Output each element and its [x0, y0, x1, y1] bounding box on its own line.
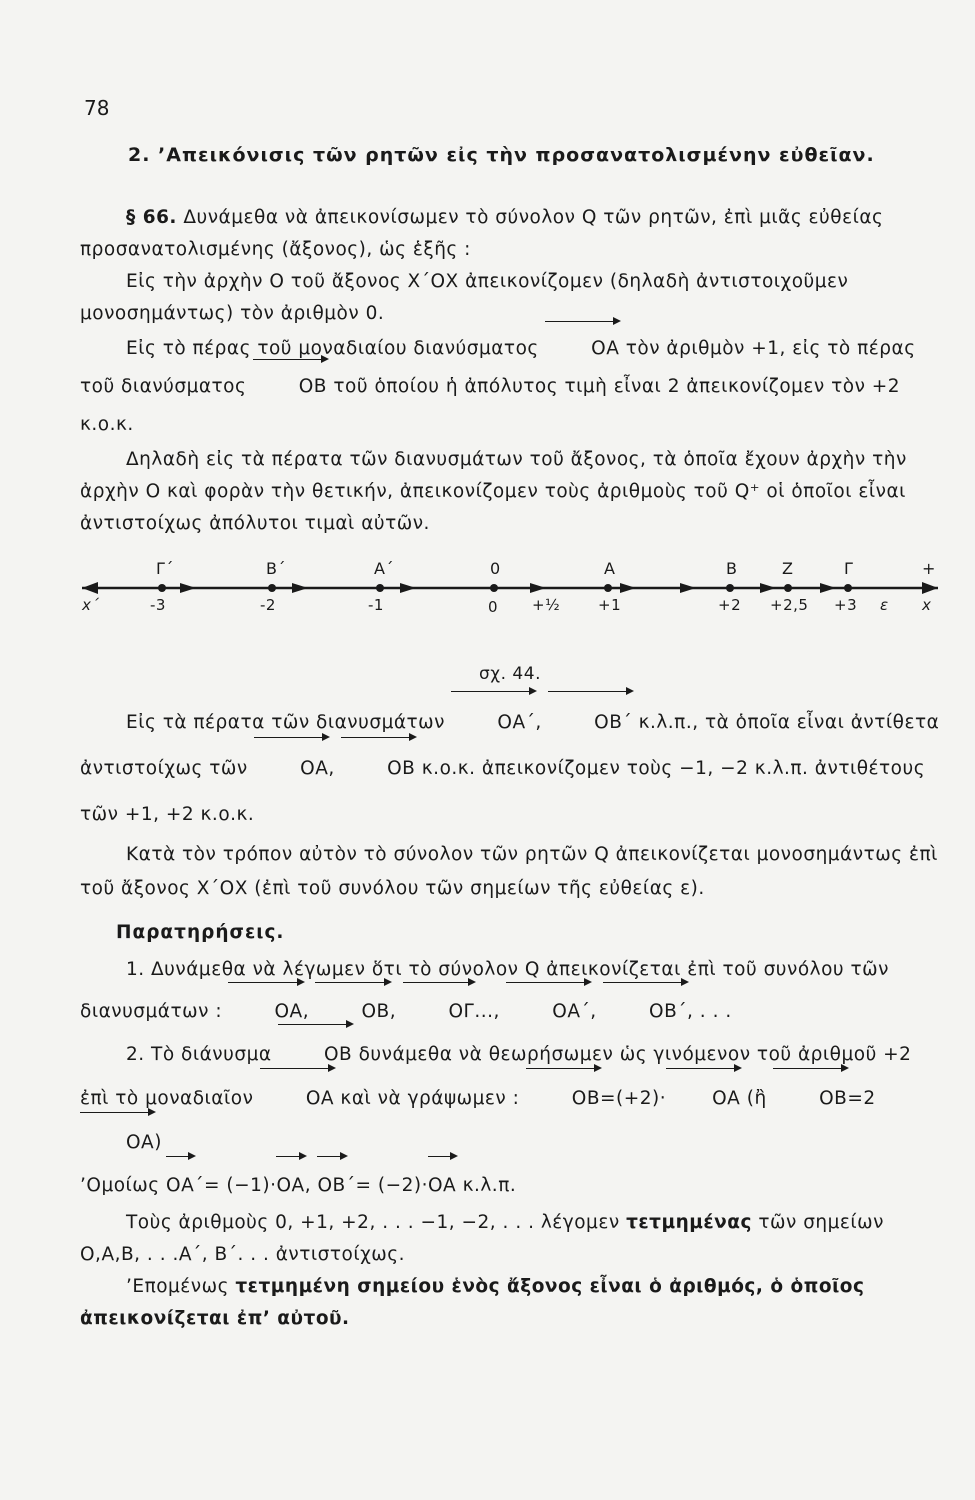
vector-OA: ΟΑ [666, 1077, 740, 1121]
vector-OB: ΟΒ [526, 1077, 600, 1121]
axis-top-label: Α [604, 559, 616, 578]
paragraph-definition: ’Επομένως τετμημένη σημείου ἑνὸς ἄξονος εἶναι ὁ ἀριθμός, ὁ ὁποῖος ἀπεικονίζεται ἐπ’ αὐτοῦ. [80, 1276, 865, 1329]
axis-top-label: Γ [844, 559, 854, 578]
axis-bottom-label: +½ [532, 596, 561, 614]
paragraph-unit-vector: Εἰς τὸ πέρας τοῦ μοναδιαίου διανύσματος ΟΑ τὸν ἀριθμὸν +1, εἰς τὸ πέρας τοῦ διανύσματος ΟΒ τοῦ ὁποίου ἡ ἀπόλυτος τιμὴ εἶναι 2 ἀπεικονίζομεν τὸν +2 κ.ο.κ. [80, 330, 940, 444]
page-body [80, 144, 940, 1335]
axis-top-label: Γ΄ [156, 559, 174, 578]
axis-bottom-label: -2 [260, 596, 276, 614]
axis-bottom-label: -1 [368, 596, 384, 614]
vector-OB: ΟΒ [278, 1033, 352, 1077]
axis-top-label: + [922, 559, 936, 578]
axis-bottom-label: -3 [150, 596, 166, 614]
vector-OB: ΟΒ [341, 746, 415, 792]
page-number: 78 [84, 96, 110, 120]
point-marker [158, 584, 166, 592]
vector-OB: ΟΒ [253, 368, 327, 406]
vector-OA: ΟΑ [80, 1121, 154, 1165]
right-arrow-icon [922, 582, 938, 594]
point-marker [726, 584, 734, 592]
paragraph-66 [80, 202, 940, 266]
figure-caption: σχ. 44. [479, 664, 541, 684]
point-marker [376, 584, 384, 592]
axis-bottom-label: +3 [834, 596, 858, 614]
paragraph-number: § 66. [126, 207, 177, 228]
axis-bottom-label: 0 [488, 598, 499, 616]
vector-OG: ΟΓ [403, 991, 475, 1033]
segment-arrow-icon [760, 583, 776, 593]
axis-bottom-label: x [922, 596, 932, 614]
segment-arrow-icon [400, 583, 416, 593]
segment-arrow-icon [292, 583, 308, 593]
vector-OA: ΟΑ [166, 1165, 194, 1207]
vector-OA: ΟΑ [276, 1165, 304, 1207]
vector-OA: ΟΑ [228, 991, 302, 1033]
axis-top-label: 0 [490, 559, 501, 578]
axis-bottom-label: +2 [718, 596, 742, 614]
point-marker [268, 584, 276, 592]
axis-top-label: Β΄ [266, 559, 286, 578]
term-abscissas: τετμημένας [626, 1212, 752, 1233]
paragraph-positive-mapping: Δηλαδὴ εἰς τὰ πέρατα τῶν διανυσμάτων τοῦ ἄξονος, τὰ ὁποῖα ἔχουν ἀρχὴν τὴν ἀρχὴν Ο καὶ φορὰν τὴν θετικήν, ἀπεικονίζομεν τοὺς ἀριθμοὺς τοῦ Q⁺ οἱ ὁποῖοι εἶναι ἀντιστοίχως ἀπόλυτοι τιμαὶ αὐτῶν. [80, 449, 907, 534]
vector-OB: ΟΒ [773, 1077, 847, 1121]
axis-bottom-label: +1 [598, 596, 622, 614]
paragraph-66-text: Δυνάμεθα νὰ ἀπεικονίσωμεν τὸ σύνολον Q τῶν ρητῶν, ἐπὶ μιᾶς εὐθείας προσανατολισμένης (ἄξονος), ὡς ἑξῆς : [80, 207, 884, 260]
axis-bottom-label: ε [880, 596, 889, 614]
segment-arrow-icon [620, 583, 636, 593]
vector-OA: ΟΑ [428, 1165, 456, 1207]
axis-top-label: Ζ [782, 559, 794, 578]
number-axis [76, 548, 946, 658]
axis-bottom-label: x΄ [82, 596, 100, 614]
axis-top-label: Β [726, 559, 738, 578]
point-marker [844, 584, 852, 592]
segment-arrow-icon [180, 583, 196, 593]
vector-OA: ΟΑ [545, 330, 619, 368]
remark-1: 1. Δυνάμεθα νὰ λέγωμεν ὅτι τὸ σύνολον Q ἀπεικονίζεται ἐπὶ τοῦ συνόλου τῶν διανυσμάτων : ΟΑ, ΟΒ, ΟΓ..., ΟΑ΄, ΟΒ΄, . . . [80, 949, 940, 1033]
paragraph-origin: Εἰς τὴν ἀρχὴν Ο τοῦ ἄξονος Χ΄ΟΧ ἀπεικονίζομεν (δηλαδὴ ἀντιστοιχοῦμεν μονοσημάντως) τὸν ἀριθμὸν 0. [80, 271, 849, 324]
point-marker [490, 584, 498, 592]
axis-top-label: Α΄ [374, 559, 394, 578]
vector-OB: ΟΒ [317, 1165, 345, 1207]
vector-OA: ΟΑ [260, 1077, 334, 1121]
vector-OA-prime: ΟΑ΄ [506, 991, 590, 1033]
point-marker [784, 584, 792, 592]
left-arrow-icon [82, 582, 98, 594]
point-marker [604, 584, 612, 592]
axis-figure [76, 548, 940, 658]
paragraph-abscissas: Τοὺς ἀριθμοὺς 0, +1, +2, . . . −1, −2, . . . λέγομεν τετμημένας τῶν σημείων Ο,Α,Β, . . .Α΄, Β΄. . . ἀντιστοίχως. [80, 1212, 884, 1265]
remark-2-similar: ’Ομοίως ΟΑ΄= (−1)·ΟΑ, ΟΒ΄= (−2)·ΟΑ κ.λ.π. [80, 1165, 940, 1207]
remark-2: 2. Τὸ διάνυσμα ΟΒ δυνάμεθα νὰ θεωρήσωμεν ὡς γινόμενον τοῦ ἀριθμοῦ +2 ἐπὶ τὸ μοναδιαῖον ΟΑ καὶ νὰ γράψωμεν : ΟΒ=(+2)· ΟΑ (ἢ ΟΒ=2ΟΑ) [80, 1033, 940, 1165]
vector-OA-prime: ΟΑ΄ [451, 700, 535, 746]
definition-text: τετμημένη σημείου ἑνὸς ἄξονος εἶναι ὁ ἀριθμός, ὁ ὁποῖος ἀπεικονίζεται ἐπ’ αὐτοῦ. [80, 1276, 865, 1329]
axis-bottom-label: +2,5 [770, 596, 809, 614]
vector-OB-prime: ΟΒ΄ [603, 991, 687, 1033]
segment-arrow-icon [530, 583, 546, 593]
segment-arrow-icon [680, 583, 696, 593]
vector-OB-prime: ΟΒ΄ [548, 700, 632, 746]
segment-arrow-icon [820, 583, 836, 593]
paragraph-conclusion: Κατὰ τὸν τρόπον αὐτὸν τὸ σύνολον τῶν ρητῶν Q ἀπεικονίζεται μονοσημάντως ἐπὶ τοῦ ἄξονος Χ΄ΟΧ (ἐπὶ τοῦ συνόλου τῶν σημείων τῆς εὐθείας ε). [80, 844, 938, 899]
vector-OB: ΟΒ [315, 991, 389, 1033]
vector-OA: ΟΑ [254, 746, 328, 792]
section-title: 2. ’Απεικόνισις τῶν ρητῶν εἰς τὴν προσανατολισμένην εὐθεῖαν. [128, 144, 875, 166]
paragraph-negative-mapping: Εἰς τὰ πέρατα τῶν διανυσμάτων ΟΑ΄, ΟΒ΄ κ.λ.π., τὰ ὁποῖα εἶναι ἀντίθετα ἀντιστοίχως τῶν ΟΑ, ΟΒ κ.ο.κ. ἀπεικονίζομεν τοὺς −1, −2 κ.λ.π. ἀντιθέτους τῶν +1, +2 κ.ο.κ. [80, 700, 940, 838]
remarks-title: Παρατηρήσεις. [116, 922, 285, 943]
